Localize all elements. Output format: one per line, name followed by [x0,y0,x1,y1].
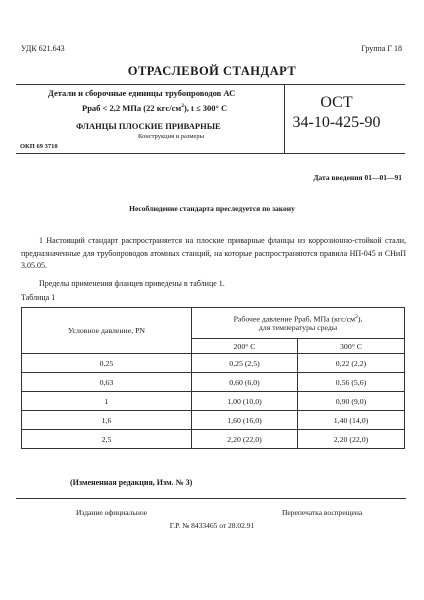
t200-cell: 0,25 (2,5) [192,354,298,373]
working-pressure-header [192,308,405,339]
udk-code: УДК 621.643 [21,44,65,53]
limits-paragraph: Пределы применения фланцев приведены в таблице 1. [39,279,225,288]
document-subtitle: Конструкция и размеры [138,133,205,140]
effective-date: Дата введения 01—01—91 [313,173,402,182]
document-subject: ФЛАНЦЫ ПЛОСКИЕ ПРИВАРНЫЕ [76,121,221,131]
amendment-note: (Измененная редакция, Изм. № 3) [70,478,193,487]
standard-title: ОТРАСЛЕВОЙ СТАНДАРТ [127,64,297,78]
t300-cell: 0,56 (5,6) [298,373,405,392]
registration-number: Г.Р. № 8433465 от 28.02.91 [169,521,255,530]
reprint-forbidden: Перепечатка воспрещена [282,508,363,517]
pressure-line [82,103,227,113]
t200-cell: 2,20 (22,0) [192,430,298,449]
table-row [22,392,405,411]
temp-300-header: 300° С [298,339,405,354]
table-row [22,411,405,430]
pressure-line-prefix: Рраб < 2,2 МПа (22 кгс/см [82,103,182,113]
official-edition: Издание официальное [76,508,148,517]
table-row [22,354,405,373]
footer-divider [16,498,406,499]
temp-200-header: 200° С [192,339,298,354]
pressure-line-suffix: ), t ≤ 300° С [183,103,228,113]
law-notice: Несоблюдение стандарта преследуется по закону [129,204,295,213]
table-row [22,373,405,392]
t200-cell: 0,60 (6,0) [192,373,298,392]
working-pressure-header-prefix: Рабочее давление Рраб, МПа (кгс/см [233,314,356,324]
pn-cell: 0,63 [22,373,192,392]
nominal-pressure-header: Условное давление, PN [22,308,192,354]
okp-code: ОКП 69 3710 [20,143,58,150]
pn-cell: 2,5 [22,430,192,449]
scope-paragraph: 1 Настоящий стандарт распространяется на плоские приварные фланцы из коррозионно-стойкой стали, предназначенные для трубопроводов атомных станций, на которые распространяются правила НП-045 и СНиП 3.05.05. [21,236,406,270]
t300-cell: 1,40 (14,0) [298,411,405,430]
t200-cell: 1,60 (16,0) [192,411,298,430]
ost-label: ОСТ [320,94,353,111]
pn-cell: 1 [22,392,192,411]
ost-number: 34-10-425-90 [292,114,381,131]
working-pressure-header-suffix: ), [357,314,363,324]
t200-cell: 1,00 (10,0) [192,392,298,411]
group-code: Группа Г 18 [361,44,402,53]
working-pressure-header-line2: для температуры среды [258,323,338,333]
t300-cell: 0,22 (2,2) [298,354,405,373]
t300-cell: 0,90 (9,0) [298,392,405,411]
pn-cell: 0,25 [22,354,192,373]
pn-cell: 1,6 [22,411,192,430]
working-pressure-header-sup: 2 [355,313,358,320]
table-label: Таблица 1 [21,293,56,302]
subject-line: Детали и сборочные единицы трубопроводов АС [48,88,236,98]
pressure-table [21,307,405,449]
pressure-line-sup: 2 [181,103,184,110]
table-row [22,430,405,449]
t300-cell: 2,20 (22,0) [298,430,405,449]
